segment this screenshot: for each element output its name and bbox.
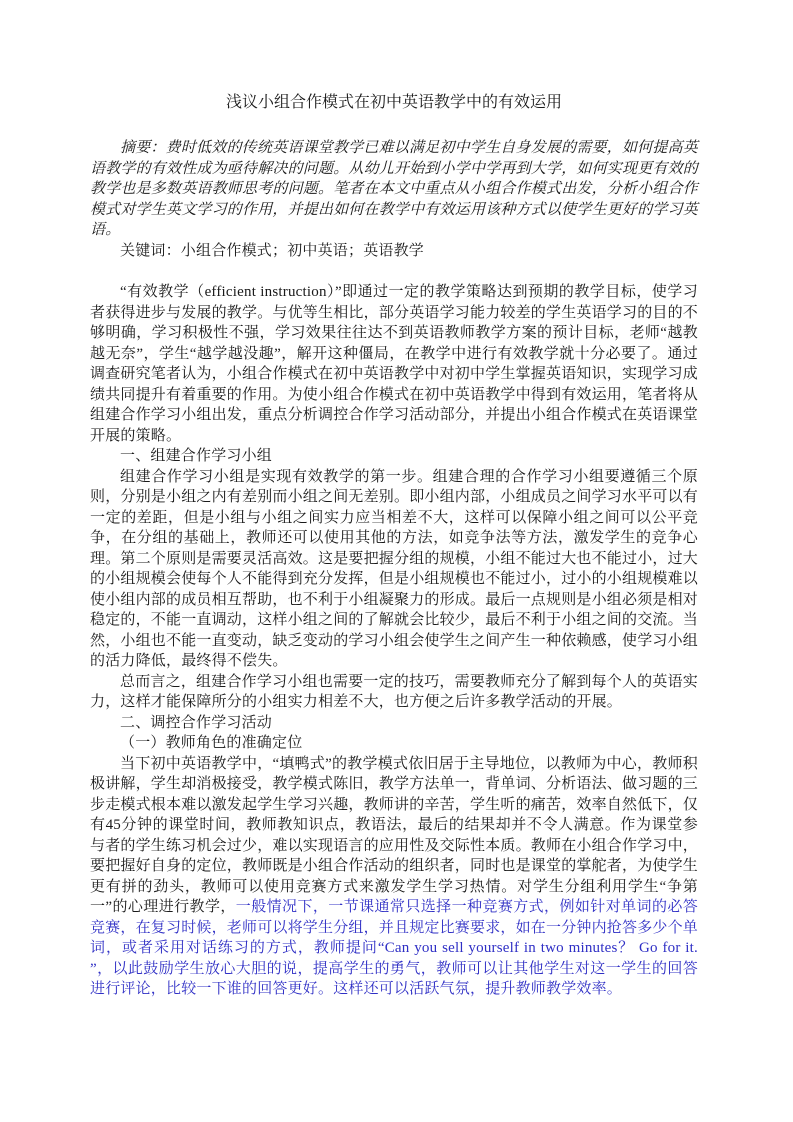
section-1-heading: 一、组建合作学习小组 xyxy=(120,448,273,464)
keywords-line: 关键词：小组合作模式；初中英语；英语教学 xyxy=(120,242,425,259)
section-2-paragraph xyxy=(90,754,698,1000)
page-title: 浅议小组合作模式在初中英语教学中的有效运用 xyxy=(225,94,562,111)
introduction-paragraph: “有效教学（efficient instruction）”即通过一定的教学策略达到预期的教学目标，使学习者获得进步与发展的教学。与优等生相比，部分英语学习能力较差的学生英语学习的目的不够明确，学习积极性不强，学习效果往往达不到英语教师教学方案的预计目标，老师“越教越无奈”，学生“越学越没趣”，解开这种僵局，在教学中进行有效教学就十分必要了。通过调查研究笔者认为，小组合作模式在初中英语教学中对初中学生掌握英语知识，实现学习成绩共同提升有着重要的作用。为使小组合作模式在初中英语教学中得到有效运用，笔者将从组建合作学习小组出发，重点分析调控合作学习活动部分，并提出小组合作模式在英语课堂开展的策略。 xyxy=(90,284,699,444)
section-1-paragraph-2: 总而言之，组建合作学习小组也需要一定的技巧，需要教师充分了解到每个人的英语实力，这样才能保障所分的小组实力相差不大，也方便之后许多教学活动的开展。 xyxy=(90,673,698,710)
document-content xyxy=(90,92,698,1000)
section-1-paragraph-1: 组建合作学习小组是实现有效教学的第一步。组建合理的合作学习小组要遵循三个原则，分别是小组之内有差别而小组之间无差别。即小组内部，小组成员之间学习水平可以有一定的差距，但是小组与小组之间实力应当相差不大，这样可以保障小组之间可以公平竞争，在分组的基础上，教师还可以使用其他的方法，如竞争法等方法，激发学生的竞争心理。第二个原则是需要灵活高效。这是要把握分组的规模，小组不能过大也不能过小，过大的小组规模会使每个人不能得到充分发挥，但是小组规模也不能过小，过小的小组规模难以使小组内部的成员相互帮助，也不利于小组凝聚力的形成。最后一点规则是小组必须是相对稳定的，不能一直调动，这样小组之间的了解就会比较少，最后不利于小组之间的交流。当然，小组也不能一直变动，缺乏变动的学习小组会使学生之间产生一种依赖感，使学习小组的活力降低，最终得不偿失。 xyxy=(90,468,699,669)
section-2-paragraph-blue-text: 一般情况下，一节课通常只选择一种竞赛方式，例如针对单词的必答竞赛，在复习时候，老师可以将学生分组，并且规定比赛要求，如在一分钟内抢答多少个单词，或者采用对话练习的方式，教师提问“Can you sell yourself in two minutes？ Go for it. ”，以此鼓励学生放心大胆的说，提高学生的勇气，教师可以让其他学生对这一学生的回答进行评论，比较一下谁的回答更好。这样还可以活跃气氛，提升教师教学效率。 xyxy=(90,899,699,997)
abstract-paragraph: 摘要：费时低效的传统英语课堂教学已难以满足初中学生自身发展的需要，如何提高英语教学的有效性成为亟待解决的问题。从幼儿开始到小学中学再到大学，如何实现更有效的教学也是多数英语教师思考的问题。笔者在本文中重点从小组合作模式出发，分析小组合作模式对学生英文学习的作用，并提出如何在教学中有效运用该种方式以使学生更好的学习英语。 xyxy=(90,140,699,238)
section-2-heading: 二、调控合作学习活动 xyxy=(120,714,273,731)
section-2-subheading: （一）教师角色的准确定位 xyxy=(120,735,303,751)
section-2-paragraph-black-text: 当下初中英语教学中，“填鸭式”的教学模式依旧居于主导地位，以教师为中心，教师积极讲解，学生却消极接受，教学模式陈旧，教学方法单一，背单词、分析语法、做习题的三步走模式根本难以激发起学生学习兴趣，教师讲的辛苦，学生听的痛苦，效率自然低下，仅有45分钟的课堂时间，教师教知识点，教语法，最后的结果却并不令人满意。作为课堂参与者的学生练习机会过少，难以实现语言的应用性及交际性本质。教师在小组合作学习中，要把握好自身的定位，教师既是小组合作活动的组织者，同时也是课堂的掌舵者，为使学生更有拼的劲头，教师可以使用竞赛方式来激发学生学习热情。对学生分组利用学生“争第一”的心理进行教学， xyxy=(90,755,699,915)
